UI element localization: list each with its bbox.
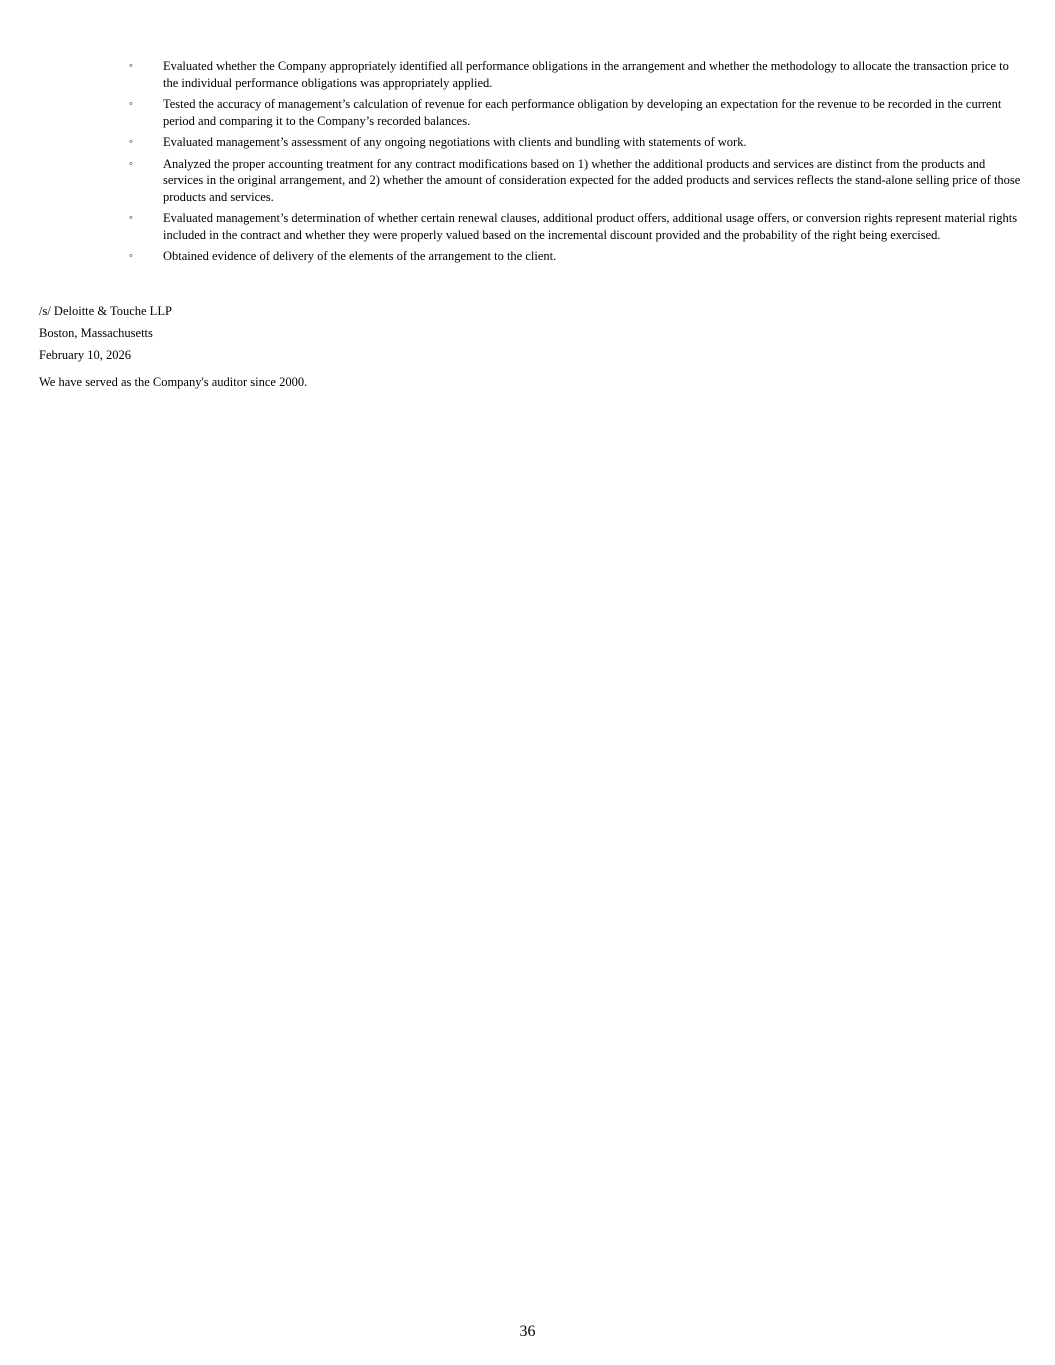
bullet-icon: ◦ bbox=[129, 250, 133, 262]
bullet-icon: ◦ bbox=[129, 98, 133, 110]
procedure-text: Evaluated whether the Company appropriately identified all performance obligations in the arrangement and whether the methodology to allocate the transaction price to the individual performance obligations was appropriately applied. bbox=[163, 59, 1009, 90]
list-item bbox=[126, 248, 1021, 265]
audit-procedures-list bbox=[126, 58, 1021, 270]
procedure-text: Obtained evidence of delivery of the elements of the arrangement to the client. bbox=[163, 249, 557, 263]
procedure-text: Analyzed the proper accounting treatment for any contract modifications based on 1) whether the additional products and services are distinct from the products and services in the original arrangement, and 2) whether the amount of consideration expected for the added products and services reflects the stand-alone selling price of those products and services. bbox=[163, 156, 1021, 204]
bullet-icon: ◦ bbox=[129, 212, 133, 224]
list-item bbox=[126, 96, 1021, 129]
procedure-text: Tested the accuracy of management’s calculation of revenue for each performance obligation by developing an expectation for the revenue to be recorded in the current period and comparing it to the Company’s recorded balances. bbox=[163, 97, 1002, 128]
signature-block bbox=[39, 303, 172, 369]
bullet-icon: ◦ bbox=[129, 136, 133, 148]
list-item bbox=[126, 134, 1021, 151]
signature-location: Boston, Massachusetts bbox=[39, 326, 153, 340]
list-item bbox=[126, 210, 1021, 243]
list-item bbox=[126, 156, 1021, 206]
page-number: 36 bbox=[519, 1323, 536, 1340]
signature-date: February 10, 2026 bbox=[39, 348, 131, 362]
bullet-icon: ◦ bbox=[129, 60, 133, 72]
auditor-firm-signature: /s/ Deloitte & Touche LLP bbox=[39, 304, 172, 318]
bullet-icon: ◦ bbox=[129, 157, 133, 170]
auditor-tenure-statement: We have served as the Company's auditor since 2000. bbox=[39, 375, 308, 389]
procedure-text: Evaluated management’s assessment of any ongoing negotiations with clients and bundling with statements of work. bbox=[163, 135, 747, 149]
list-item bbox=[126, 58, 1021, 91]
procedure-text: Evaluated management’s determination of whether certain renewal clauses, additional product offers, additional usage offers, or conversion rights represent material rights included in the contract and whether they were properly valued based on the incremental discount provided and the probability of the right being exercised. bbox=[163, 211, 1018, 242]
